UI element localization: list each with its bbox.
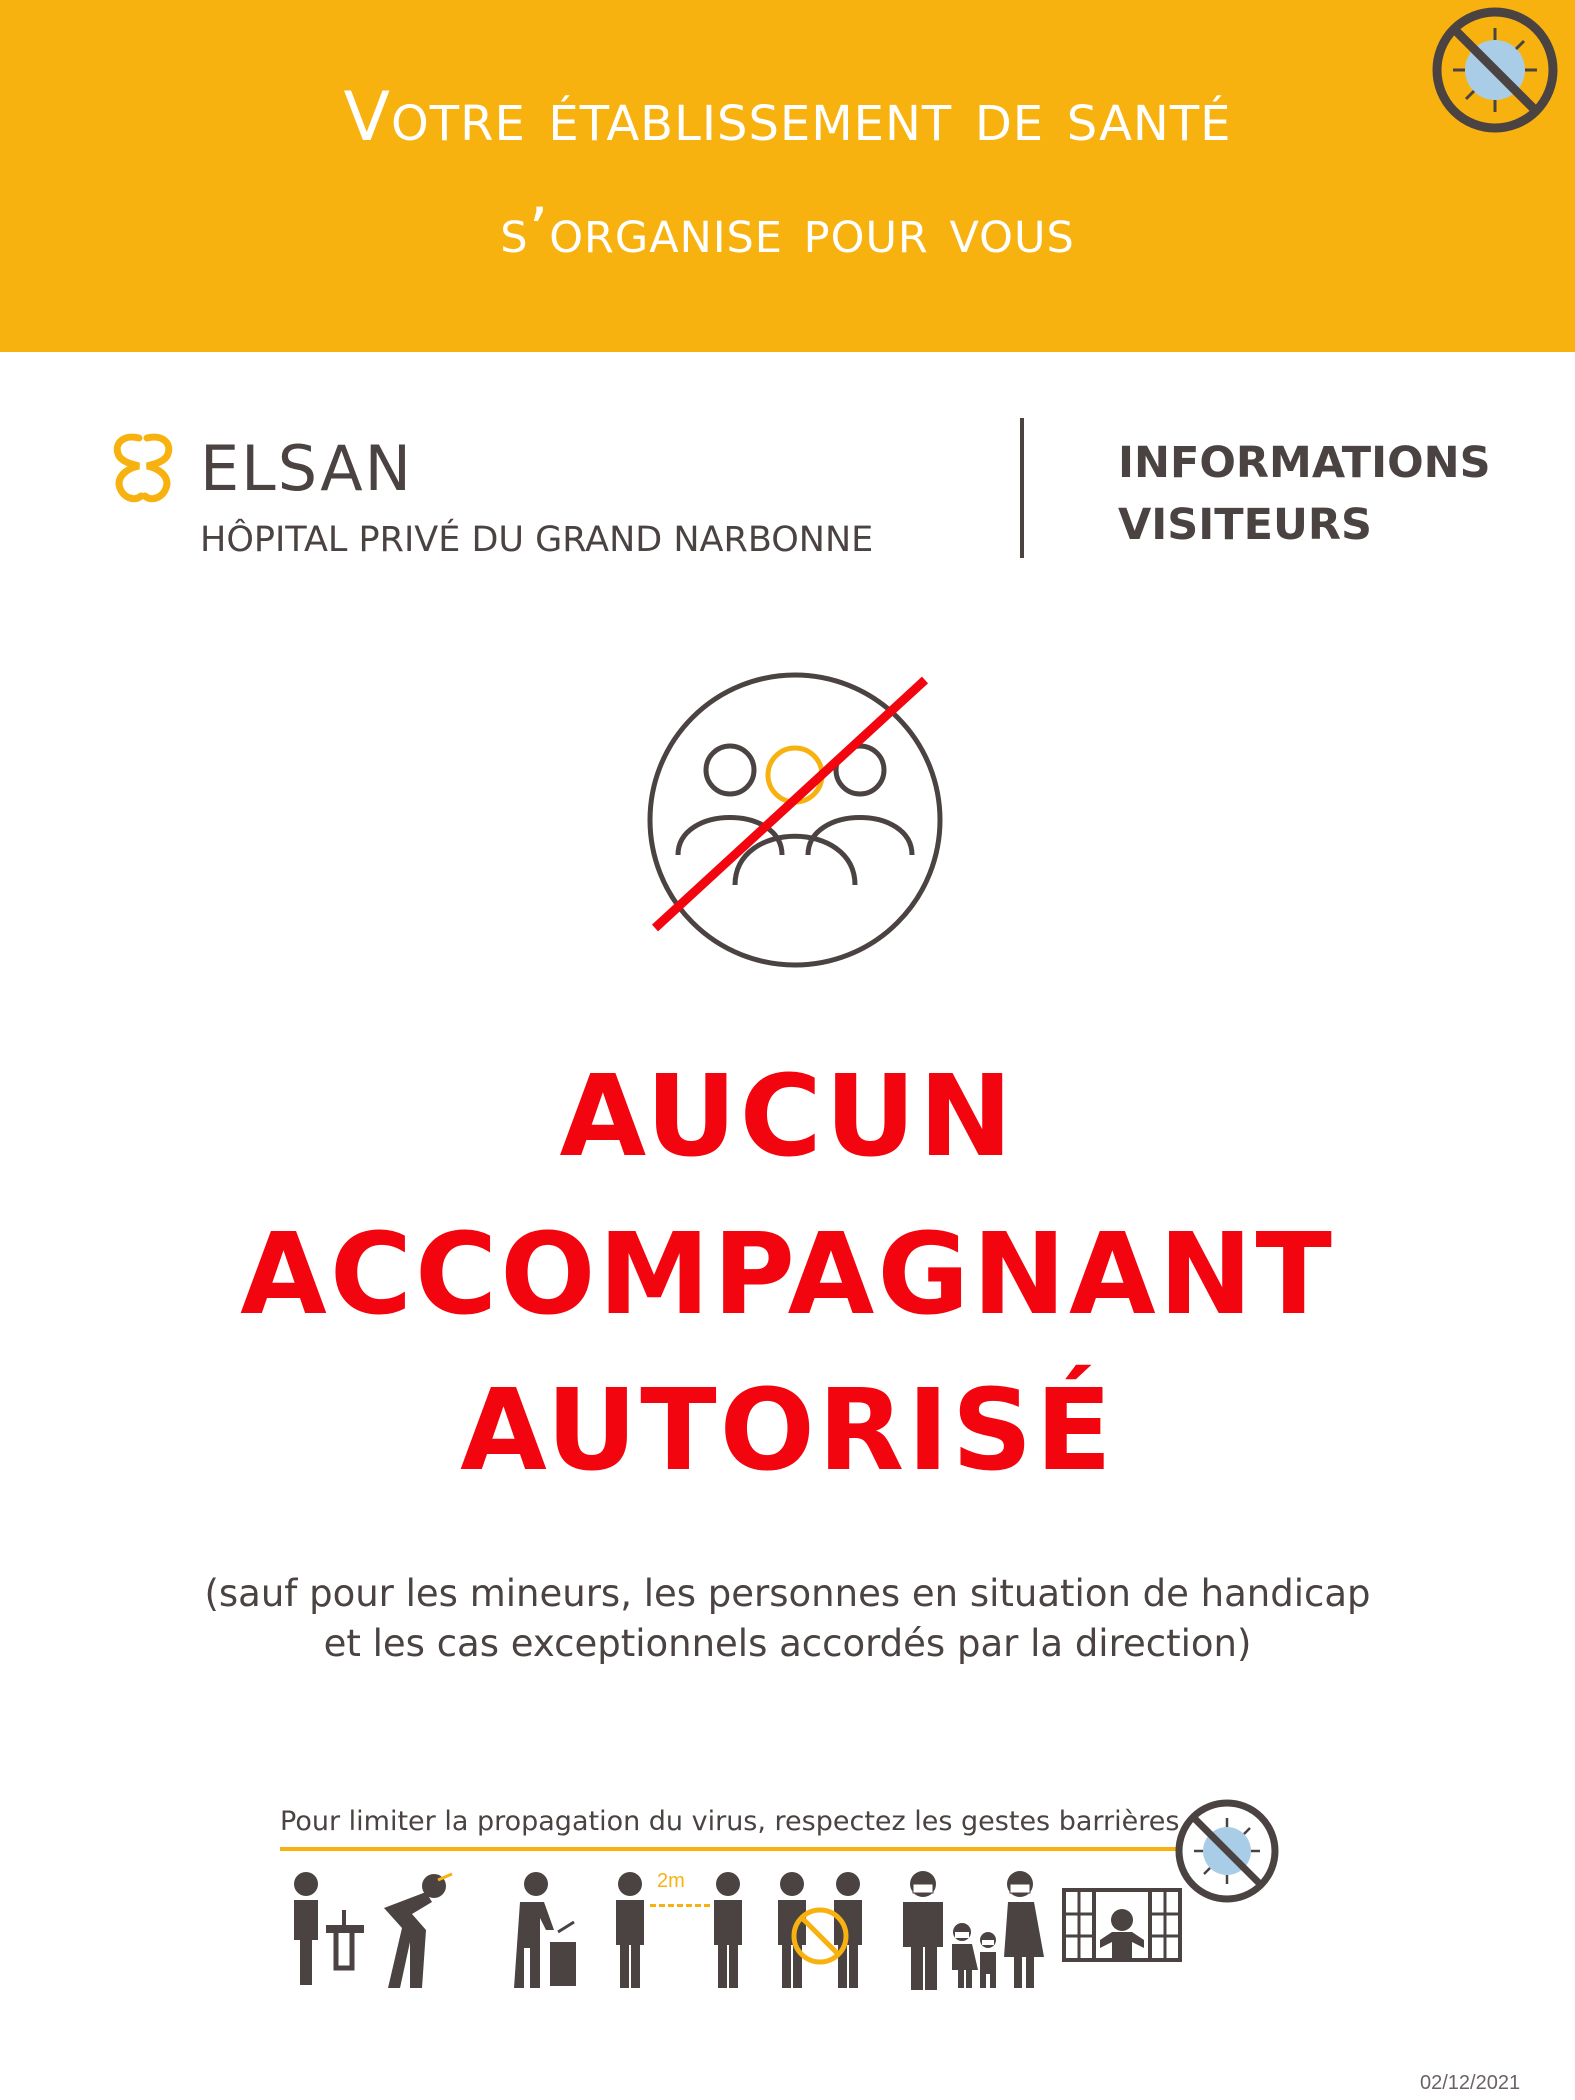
distance-label: 2m	[657, 1870, 685, 1892]
distance-person-right-icon	[708, 1870, 748, 1990]
header-banner	[0, 0, 1575, 352]
no-virus-small-icon	[1172, 1796, 1282, 1906]
headline-line-1: AUCUN	[559, 1052, 1016, 1182]
brand-name: ELSAN	[200, 432, 414, 505]
info-line-1: INFORMATIONS	[1118, 438, 1491, 488]
distance-person-left-icon	[610, 1870, 650, 1990]
no-companion-icon	[640, 670, 950, 970]
hand-washing-icon	[278, 1870, 368, 1990]
info-line-2: VISITEURS	[1118, 500, 1372, 550]
window-ventilation-icon	[1062, 1870, 1182, 1990]
hospital-name: HÔPITAL PRIVÉ DU GRAND NARBONNE	[200, 520, 874, 560]
banner-line-2: s’organise pour vous	[500, 194, 1075, 267]
banner-line-1: Votre établissement de santé	[343, 78, 1232, 157]
exception-note-line-2: et les cas exceptionnels accordés par la direction)	[323, 1622, 1252, 1665]
headline-line-2: ACCOMPAGNANT	[240, 1210, 1335, 1340]
no-handshake-icon	[770, 1870, 870, 1990]
info-visiteurs	[1118, 432, 1491, 556]
mask-family-icon	[940, 1870, 1050, 1990]
publication-date: 02/12/2021	[1420, 2072, 1521, 2094]
headline-line-3: AUTORISÉ	[460, 1366, 1115, 1496]
no-virus-icon	[1420, 0, 1570, 150]
tissue-bin-icon	[492, 1870, 582, 1990]
exception-note-line-1: (sauf pour les mineurs, les personnes en situation de handicap	[204, 1572, 1371, 1615]
header-divider	[1020, 418, 1024, 558]
distance-dashes	[650, 1904, 710, 1907]
gestes-underline	[280, 1847, 1180, 1851]
gestes-barrieres-text: Pour limiter la propagation du virus, respectez les gestes barrières	[280, 1806, 1180, 1837]
cough-elbow-icon	[378, 1870, 468, 1990]
elsan-logo-icon	[105, 430, 181, 506]
